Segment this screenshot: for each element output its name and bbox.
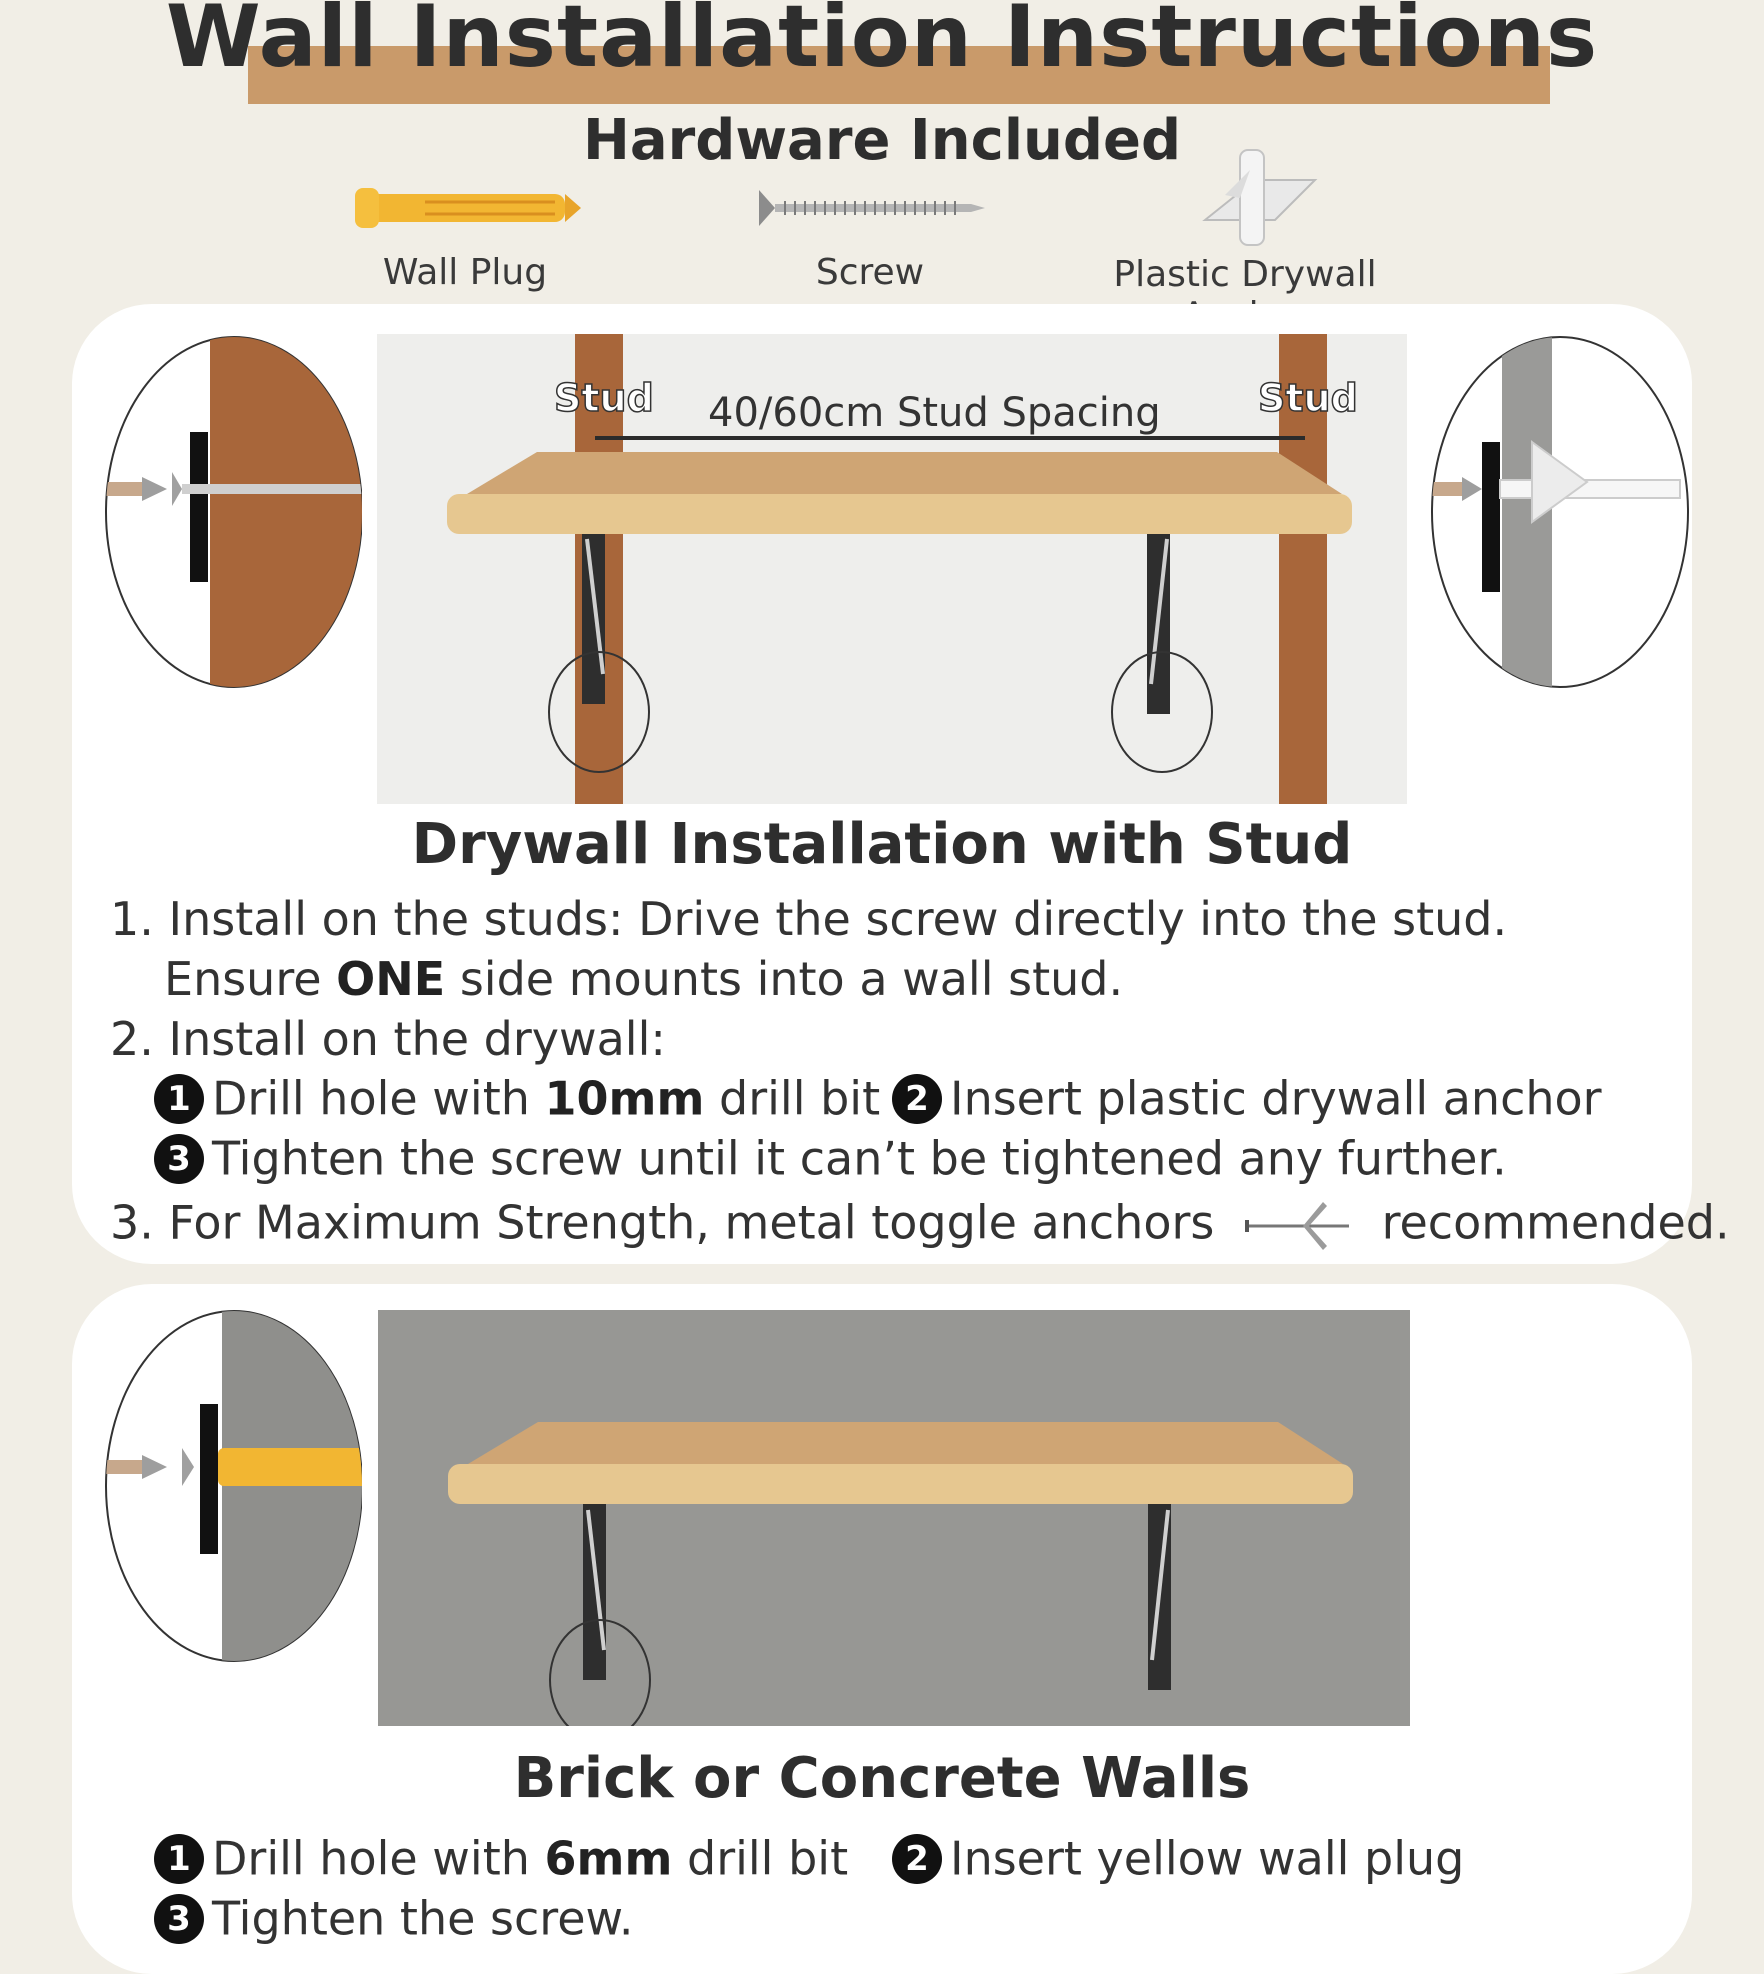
drywall-step-3 (110, 1196, 1730, 1256)
page-title: Wall Installation Instructions (165, 0, 1599, 87)
concrete-heading: Brick or Concrete Walls (513, 1746, 1251, 1811)
step-text: drill bit (672, 1831, 849, 1886)
drywall-panel (72, 304, 1730, 1264)
stud-spacing-label: 40/60cm Stud Spacing (708, 390, 1161, 436)
step-number-badge: 1 (154, 1834, 204, 1884)
step-text: 2. Install on the drywall: (110, 1012, 666, 1066)
emphasis-text: 10mm (544, 1071, 705, 1126)
step-text: drill bit (704, 1071, 881, 1126)
step-text: Ensure (164, 952, 337, 1006)
step-number-badge: 3 (154, 1134, 204, 1184)
hardware-label: Screw (815, 252, 925, 293)
drywall-step-1 (110, 892, 1508, 946)
step-text: recommended. (1381, 1195, 1730, 1250)
toggle-anchor-icon (1243, 1196, 1353, 1256)
step-text: Drill hole with (212, 1831, 545, 1886)
step-number-badge: 2 (892, 1074, 942, 1124)
drywall-anchor-detail (1412, 332, 1692, 712)
hardware-heading: Hardware Included (582, 108, 1182, 173)
drywall-heading: Drywall Installation with Stud (411, 812, 1353, 877)
drywall-substep-1 (154, 1072, 880, 1124)
step-number-badge: 3 (154, 1894, 204, 1944)
step-text: Insert plastic drywall anchor (950, 1071, 1602, 1126)
stud-label-left: Stud (554, 376, 654, 420)
drywall-step-1-note (164, 952, 1124, 1006)
step-text: 3. For Maximum Strength, metal toggle anchors (110, 1195, 1215, 1250)
step-number-badge: 2 (892, 1834, 942, 1884)
concrete-substep-1 (154, 1832, 848, 1884)
drywall-substep-2 (892, 1072, 1602, 1124)
hardware-label: Plastic Drywall (1113, 254, 1377, 295)
hardware-item-wall-plug (340, 176, 590, 293)
drywall-anchor-icon (1145, 140, 1345, 250)
concrete-shelf-illustration (378, 1310, 1410, 1726)
step-text: Insert yellow wall plug (950, 1831, 1465, 1886)
step-text: Tighten the screw. (212, 1891, 634, 1946)
stud-label-right: Stud (1258, 376, 1358, 420)
step-text: side mounts into a wall stud. (445, 952, 1124, 1006)
stud-screw-detail (72, 332, 362, 712)
concrete-panel (72, 1284, 1692, 1974)
step-text: Tighten the screw until it can’t be tightened any further. (212, 1131, 1507, 1186)
drywall-step-2 (110, 1012, 666, 1066)
wall-plug-icon (345, 176, 585, 240)
hardware-label: Wall Plug (382, 252, 548, 293)
step-number-badge: 1 (154, 1074, 204, 1124)
step-text: 1. Install on the studs: Drive the screw directly into the stud. (110, 892, 1508, 946)
screw-icon (745, 176, 995, 240)
concrete-plug-detail (72, 1308, 362, 1668)
emphasis-text: 6mm (544, 1831, 673, 1886)
concrete-substep-3 (154, 1892, 634, 1944)
drywall-substep-3 (154, 1132, 1507, 1184)
step-text: Drill hole with (212, 1071, 545, 1126)
hardware-item-screw (740, 176, 1000, 293)
emphasis-text: ONE (336, 952, 446, 1006)
concrete-substep-2 (892, 1832, 1464, 1884)
